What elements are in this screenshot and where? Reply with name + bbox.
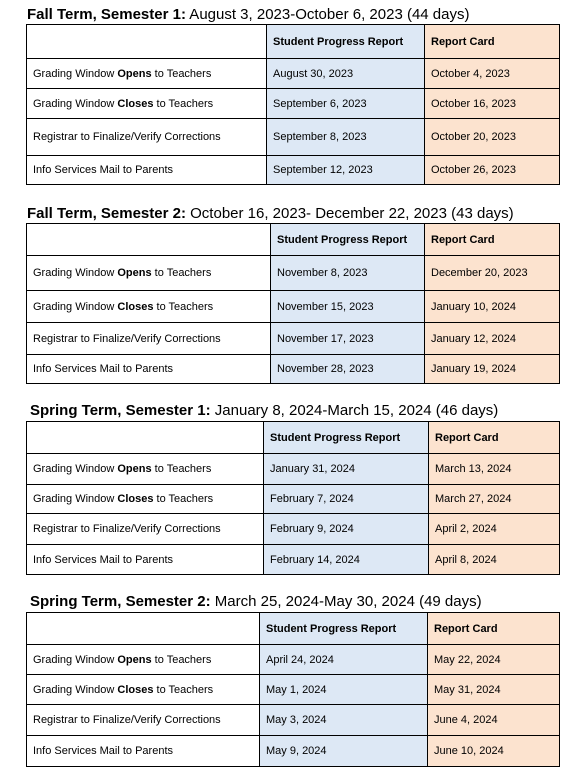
row-label: Grading Window Closes to Teachers xyxy=(27,675,260,705)
table-row xyxy=(27,736,560,767)
progress-report-date: November 28, 2023 xyxy=(271,355,425,384)
row-label: Grading Window Closes to Teachers xyxy=(27,485,264,514)
report-card-date: March 27, 2024 xyxy=(429,485,560,514)
row-label: Info Services Mail to Parents xyxy=(27,736,260,767)
progress-report-date: May 3, 2024 xyxy=(260,705,428,736)
table-row xyxy=(27,119,560,156)
table-row xyxy=(27,256,560,291)
schedule-table xyxy=(26,612,560,767)
report-card-date: October 4, 2023 xyxy=(425,59,560,89)
table-row xyxy=(27,645,560,675)
progress-report-date: February 14, 2024 xyxy=(264,545,429,575)
table-row xyxy=(27,291,560,323)
report-card-date: January 12, 2024 xyxy=(425,323,560,355)
column-header-progress-report: Student Progress Report xyxy=(264,422,429,454)
report-card-date: December 20, 2023 xyxy=(425,256,560,291)
report-card-date: April 8, 2024 xyxy=(429,545,560,575)
column-header-progress-report: Student Progress Report xyxy=(271,224,425,256)
report-card-date: January 10, 2024 xyxy=(425,291,560,323)
section-title-term: Fall Term, Semester 1: xyxy=(27,6,186,23)
report-card-date: May 22, 2024 xyxy=(428,645,560,675)
table-row xyxy=(27,675,560,705)
section-title xyxy=(30,593,482,611)
progress-report-date: September 6, 2023 xyxy=(267,89,425,119)
table-row xyxy=(27,514,560,545)
section-title-term: Spring Term, Semester 1: xyxy=(30,402,211,419)
progress-report-date: August 30, 2023 xyxy=(267,59,425,89)
section-title-dates: March 25, 2024-May 30, 2024 (49 days) xyxy=(210,593,482,610)
report-card-date: April 2, 2024 xyxy=(429,514,560,545)
progress-report-date: November 15, 2023 xyxy=(271,291,425,323)
row-label: Registrar to Finalize/Verify Corrections xyxy=(27,705,260,736)
section-title-term: Spring Term, Semester 2: xyxy=(30,593,211,610)
report-card-date: October 26, 2023 xyxy=(425,156,560,185)
report-card-date: March 13, 2024 xyxy=(429,454,560,485)
section-title-term: Fall Term, Semester 2: xyxy=(27,205,186,222)
progress-report-date: September 12, 2023 xyxy=(267,156,425,185)
report-card-date: October 16, 2023 xyxy=(425,89,560,119)
row-label: Registrar to Finalize/Verify Corrections xyxy=(27,514,264,545)
section-title-dates: January 8, 2024-March 15, 2024 (46 days) xyxy=(210,402,499,419)
column-header-progress-report: Student Progress Report xyxy=(267,25,425,59)
row-label: Grading Window Opens to Teachers xyxy=(27,645,260,675)
row-label: Info Services Mail to Parents xyxy=(27,545,264,575)
progress-report-date: January 31, 2024 xyxy=(264,454,429,485)
column-header-report-card: Report Card xyxy=(425,224,560,256)
row-label: Grading Window Opens to Teachers xyxy=(27,256,271,291)
row-label: Grading Window Closes to Teachers xyxy=(27,291,271,323)
table-row xyxy=(27,454,560,485)
row-label: Grading Window Closes to Teachers xyxy=(27,89,267,119)
progress-report-date: September 8, 2023 xyxy=(267,119,425,156)
row-label: Info Services Mail to Parents xyxy=(27,156,267,185)
report-card-date: October 20, 2023 xyxy=(425,119,560,156)
progress-report-date: February 9, 2024 xyxy=(264,514,429,545)
table-row xyxy=(27,156,560,185)
table-row xyxy=(27,545,560,575)
row-label: Info Services Mail to Parents xyxy=(27,355,271,384)
section-title xyxy=(27,205,514,223)
schedule-table xyxy=(26,421,560,575)
column-header-report-card: Report Card xyxy=(425,25,560,59)
table-row xyxy=(27,323,560,355)
table-row xyxy=(27,59,560,89)
progress-report-date: May 1, 2024 xyxy=(260,675,428,705)
report-card-date: January 19, 2024 xyxy=(425,355,560,384)
row-label: Registrar to Finalize/Verify Corrections xyxy=(27,119,267,156)
row-label: Grading Window Opens to Teachers xyxy=(27,59,267,89)
table-row xyxy=(27,89,560,119)
column-header-report-card: Report Card xyxy=(429,422,560,454)
section-title xyxy=(27,6,469,24)
row-label: Registrar to Finalize/Verify Corrections xyxy=(27,323,271,355)
progress-report-date: February 7, 2024 xyxy=(264,485,429,514)
section-title-dates: August 3, 2023-October 6, 2023 (44 days) xyxy=(185,6,470,23)
row-label: Grading Window Opens to Teachers xyxy=(27,454,264,485)
table-row xyxy=(27,485,560,514)
progress-report-date: May 9, 2024 xyxy=(260,736,428,767)
report-card-date: June 4, 2024 xyxy=(428,705,560,736)
progress-report-date: November 8, 2023 xyxy=(271,256,425,291)
schedule-table xyxy=(26,223,560,384)
table-row xyxy=(27,355,560,384)
section-title-dates: October 16, 2023- December 22, 2023 (43 days) xyxy=(185,205,514,222)
section-title xyxy=(30,402,498,420)
report-card-date: June 10, 2024 xyxy=(428,736,560,767)
column-header-progress-report: Student Progress Report xyxy=(260,613,428,645)
table-row xyxy=(27,705,560,736)
progress-report-date: November 17, 2023 xyxy=(271,323,425,355)
schedule-table xyxy=(26,24,560,185)
report-card-date: May 31, 2024 xyxy=(428,675,560,705)
progress-report-date: April 24, 2024 xyxy=(260,645,428,675)
column-header-report-card: Report Card xyxy=(428,613,560,645)
